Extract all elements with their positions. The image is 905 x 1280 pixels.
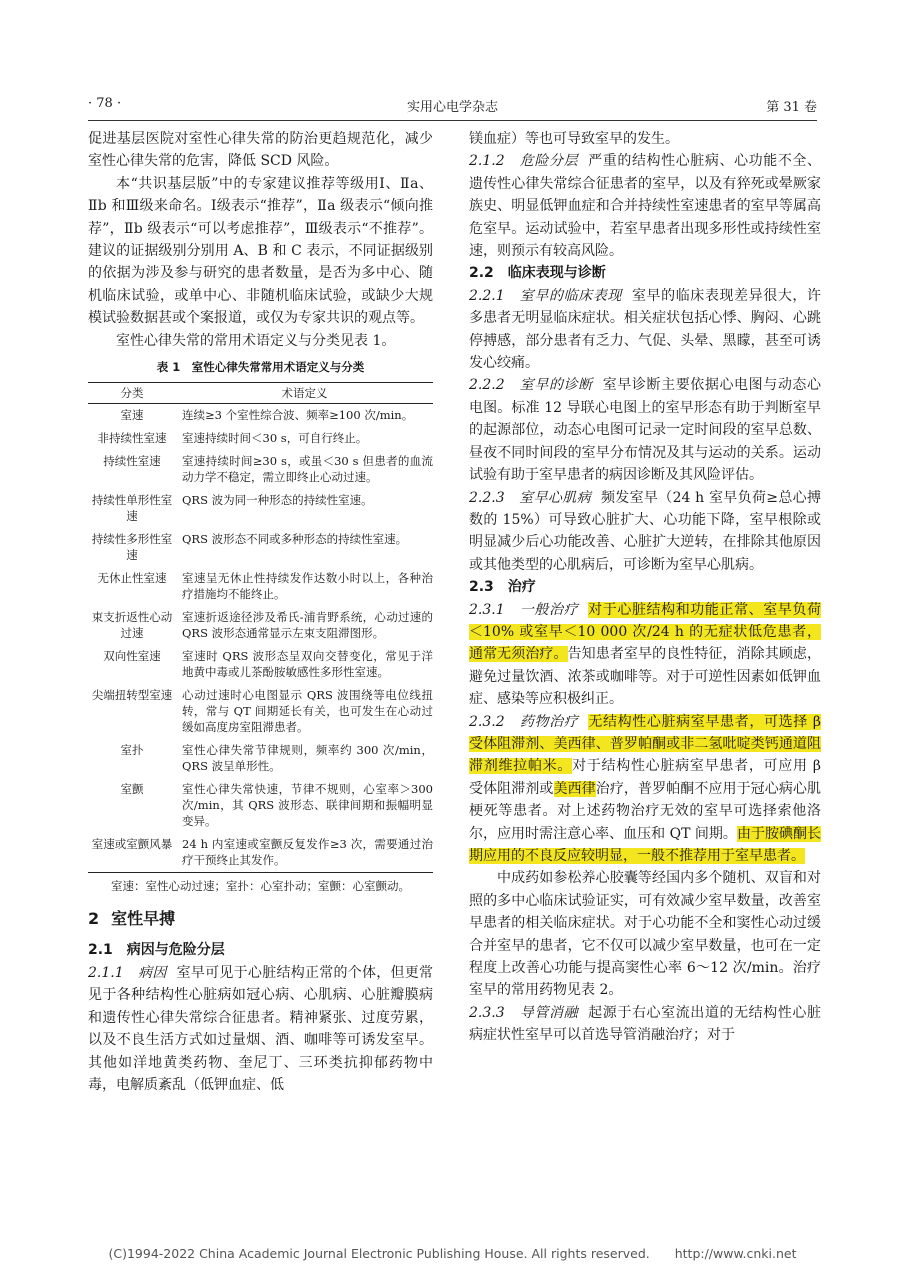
table-cell-definition: 室速时 QRS 波形态呈双向交替变化，常见于洋地黄中毒或儿茶酚胺敏感性多形性室速。 — [182, 649, 433, 680]
table-cell-definition: 室性心律失常快速，节律不规则，心室率＞300 次/min，其 QRS 波形态、联律间期和振幅明显变异。 — [182, 782, 433, 829]
table-header-definition: 术语定义 — [176, 383, 433, 404]
left-column — [88, 128, 433, 1096]
table-row — [88, 427, 433, 450]
table-cell-category: 室颤 — [120, 782, 144, 797]
subsubsection-heading: 2.1.1 病因 — [88, 964, 167, 981]
paragraph — [469, 711, 821, 868]
paragraph — [469, 285, 821, 375]
table-caption: 表 1 室性心律失常常用术语定义与分类 — [156, 360, 365, 375]
paragraph-text: 频发室早（24 h 室早负荷≥总心搏数的 15%）可导致心脏扩大、心功能下降，室早根除或明显减少后心功能改善、心脏扩大逆转，在排除其他原因或其他类型的心肌病后，可诊断为室早心肌病。 — [469, 489, 822, 573]
copyright-footer: (C)1994-2022 China Academic Journal Electronic Publishing House. All rights reserved. http://www.cnki.net — [108, 1246, 797, 1261]
table-cell-category: 持续性单形性室速 — [91, 493, 173, 524]
table-header-category: 分类 — [88, 383, 176, 404]
table-cell-definition: 室速持续时间＜30 s，可自行终止。 — [182, 431, 368, 446]
subsubsection-heading: 2.3.1 一般治疗 — [469, 601, 579, 618]
page-header — [88, 96, 817, 118]
paragraph — [469, 1002, 821, 1047]
subsubsection-heading: 2.3.2 药物治疗 — [469, 713, 579, 730]
table-cell-category: 室速或室颤风暴 — [88, 833, 176, 873]
paragraph — [469, 599, 821, 711]
subsection-heading: 2.2 临床表现与诊断 — [469, 265, 606, 282]
paragraph-text: 严重的结构性心脏病、心功能不全、遗传性心律失常综合征患者的室早，以及有猝死或晕厥家族史、明显低钾血症和合并持续性室速患者的室早等属高危室早。运动试验中，若室早患者出现多形性或持续性室速，则预示有较高风险。 — [469, 153, 822, 260]
table-row — [88, 778, 433, 833]
paragraph — [469, 487, 821, 577]
table-row — [88, 404, 433, 428]
table-row — [88, 833, 433, 873]
paragraph: 促进基层医院对室性心律失常的防治更趋规范化，减少室性心律失常的危害，降低 SCD 风险。 — [88, 131, 433, 170]
table-row — [88, 450, 433, 489]
highlighted-text: 由于胺碘酮长期应用的不良反应较明显，一般不推荐用于室早患者。 — [469, 825, 821, 864]
paragraph-text: 室早可见于心脏结构正常的个体，但更常见于各种结构性心脏病如冠心病、心肌病、心脏瓣膜病和遗传性心律失常综合征患者。精神紧张、过度劳累，以及不良生活方式如过量烟、酒、咖啡等可诱发室早。其他如洋地黄类药物、奎尼丁、三环类抗抑郁药物中毒，电解质紊乱（低钾血症、低 — [88, 964, 434, 1093]
paragraph-text: 治疗，普罗帕酮不应用于冠心病心肌梗死等患者。对上述药物治疗无效的室早可选择索他洛尔，应用时需注意心率、血压和 QT 间期。 — [469, 780, 821, 842]
table-cell-category: 束支折返性心动过速 — [91, 610, 173, 641]
table-cell-definition: 室性心律失常节律规则，频率约 300 次/min，QRS 波呈单形性。 — [182, 743, 433, 774]
paragraph-text: 告知患者室早的良性特征，消除其顾虑，避免过量饮酒、浓茶或咖啡等。对于可逆性因素如低钾血症、感染等应积极纠正。 — [469, 646, 822, 708]
paragraph-text: 室早诊断主要依据心电图与动态心电图。标准 12 导联心电图上的室早形态有助于判断室早的起源部位，动态心电图可记录一定时间段的室早总数、昼夜不同时间段的室早分布情况及其与运动的关系。运动试验有助于室早患者的病因诊断及其风险评估。 — [469, 377, 821, 484]
right-column — [469, 128, 821, 1047]
paragraph: 室性心律失常的常用术语定义与分类见表 1。 — [116, 332, 396, 349]
section-title: 室性早搏 — [111, 909, 176, 929]
table-cell-category: 持续性多形性室速 — [91, 532, 173, 563]
header-rule — [88, 120, 817, 121]
table-cell-definition: 室速持续时间≥30 s，或虽＜30 s 但患者的血流动力学不稳定，需立即终止心动过速。 — [182, 454, 433, 485]
table-header-row — [88, 383, 433, 404]
highlighted-text: 对于心脏结构和功能正常、室早负荷＜10% 或室早＜10 000 次/24 h 的无症状低危患者，通常无须治疗。 — [469, 601, 822, 663]
table-cell-category: 无休止性室速 — [97, 571, 167, 586]
subsubsection-heading: 2.3.3 导管消融 — [469, 1004, 579, 1021]
volume-label: 第 31 卷 — [766, 100, 817, 115]
table-cell-category: 非持续性室速 — [97, 431, 167, 446]
table-cell-definition: 心动过速时心电图显示 QRS 波围绕等电位线扭转，常与 QT 间期延长有关，也可发生在心动过缓如高度房室阻滞患者。 — [182, 688, 433, 735]
table-cell-definition: 连续≥3 个室性综合波、频率≥100 次/min。 — [182, 408, 414, 423]
subsubsection-heading: 2.1.2 危险分层 — [469, 153, 579, 170]
section-number: 2 — [88, 909, 100, 929]
table-row — [88, 684, 433, 739]
subsection-heading: 2.1 病因与危险分层 — [88, 942, 225, 959]
terminology-table — [88, 382, 433, 873]
table-note: 室速：室性心动过速；室扑：心室扑动；室颤：心室颤动。 — [111, 879, 410, 894]
table-row — [88, 528, 433, 567]
table-row — [88, 489, 433, 528]
paragraph-text: 室早的临床表现差异很大，许多患者无明显临床症状。相关症状包括心悸、胸闷、心跳停搏感，部分患者有乏力、气促、头晕、黑矇，甚至可诱发心绞痛。 — [469, 287, 822, 372]
table-cell-category: 尖端扭转型室速 — [91, 688, 173, 703]
subsubsection-heading: 2.2.1 室早的临床表现 — [469, 287, 622, 304]
table-cell-definition: QRS 波形态不同或多种形态的持续性室速。 — [182, 532, 408, 547]
paragraph — [469, 374, 821, 486]
table-cell-definition: 室速呈无休止性持续发作达数小时以上，各种治疗措施均不能终止。 — [182, 571, 433, 602]
subsection-heading: 2.3 治疗 — [469, 579, 536, 596]
table-cell-definition: QRS 波为同一种形态的持续性室速。 — [182, 493, 373, 508]
highlighted-text: 美西律 — [553, 780, 596, 797]
table-cell-definition: 室速折返途径涉及希氏-浦肯野系统，心动过速的 QRS 波形态通常显示左束支阻滞图形。 — [182, 610, 433, 641]
subsubsection-heading: 2.2.2 室早的诊断 — [469, 377, 593, 394]
table-row — [88, 739, 433, 778]
paragraph-text: 起源于右心室流出道的无结构性心脏病症状性室早可以首选导管消融治疗；对于 — [469, 1004, 822, 1044]
paragraph: 本“共识基层版”中的专家建议推荐等级用Ⅰ、Ⅱa、Ⅱb 和Ⅲ级来命名。Ⅰ级表示“推荐”，Ⅱa 级表示“倾向推荐”，Ⅱb 级表示“可以考虑推荐”，Ⅲ级表示“不推荐”。建议的证据级别分别用 A、B 和 C 表示，不同证据级别的依据为涉及参与研究的患者数量，是否为多中心、随机临床试验，或单中心、非随机临床试验，或缺少大规模试验数据甚或个案报道，或仅为专家共识的观点等。 — [88, 175, 433, 327]
paragraph — [88, 962, 433, 1096]
paragraph-text: 对于结构性心脏病室早患者，可应用 β 受体阻滞剂或 — [469, 758, 821, 797]
table-cell-definition: 24 h 内室速或室颤反复发作≥3 次，需要通过治疗干预终止其发作。 — [176, 833, 433, 873]
section-heading — [88, 907, 433, 931]
table-cell-category: 室速 — [120, 408, 144, 423]
table-cell-category: 持续性室速 — [103, 454, 161, 469]
highlighted-text: 无结构性心脏病室早患者，可选择 β 受体阻滞剂、美西律、普罗帕酮或非二氢吡啶类钙通道阻滞剂维拉帕米。 — [469, 713, 822, 775]
table-row — [88, 606, 433, 645]
subsubsection-heading: 2.2.3 室早心肌病 — [469, 489, 591, 506]
table-cell-category: 室扑 — [120, 743, 144, 758]
table-row — [88, 567, 433, 606]
table-row — [88, 645, 433, 684]
page-number: · 78 · — [88, 96, 122, 111]
paragraph: 镁血症）等也可导致室早的发生。 — [469, 131, 679, 147]
paragraph — [469, 150, 821, 262]
paragraph: 中成药如参松养心胶囊等经国内多个随机、双盲和对照的多中心临床试验证实，可有效减少室早数量，改善室早患者的相关临床症状。对于心功能不全和窦性心动过缓合并室早的患者，它不仅可以减少室早数量，也可在一定程度上改善心功能与提高窦性心率 6～12 次/min。治疗室早的常用药物见表 2。 — [469, 870, 821, 999]
journal-title: 实用心电学杂志 — [406, 100, 498, 115]
table-cell-category: 双向性室速 — [103, 649, 161, 664]
